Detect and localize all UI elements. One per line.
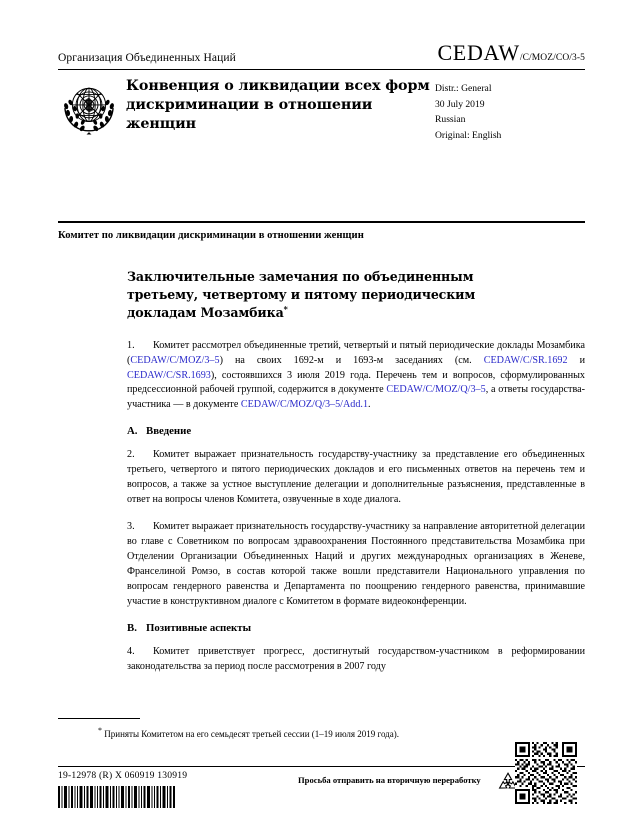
paragraph-4-text: Комитет приветствует прогресс, достигнутый государством-участником в реформировании законодательства за период после рассмотрения в 2007 году	[127, 646, 585, 673]
masthead-divider	[58, 69, 585, 70]
distribution-block	[435, 77, 585, 143]
p1-seg4: ), состоявшихся 3 июля 2019 года. Перечень тем и вопросов, сформулированных предсессионной рабочей группой, содержится в документе	[127, 369, 585, 396]
barcode	[58, 786, 176, 808]
link-cedaw-moz-q-3-5[interactable]: CEDAW/C/MOZ/Q/3–5	[386, 384, 486, 396]
page-title-text: Заключительные замечания по объединенным третьему, четвертому и пятому периодическим докладам Мозамбика	[127, 269, 476, 321]
distr-original: Original: English	[435, 129, 502, 141]
symbol-suffix: /C/MOZ/CO/3-5	[519, 53, 585, 63]
p1-seg2: ) на своих 1692-м и 1693-м заседаниях (см.	[219, 354, 484, 366]
link-cedaw-sr-1693[interactable]: CEDAW/C/SR.1693	[127, 369, 211, 381]
link-cedaw-sr-1692[interactable]: CEDAW/C/SR.1692	[483, 354, 568, 366]
paragraph-2-text: Комитет выражает признательность государству-участнику за представление его объединенных третьего, четвертого и пятого периодических докладов и его письменных ответов на перечень тем и вопросов, а также за устное выступление делегации и дополнительные разъяснения, представленные в ответ на вопросы членов Комитета, озвученные в ходе диалога.	[127, 449, 585, 506]
distr-language: Russian	[435, 114, 466, 126]
p1-seg6: .	[368, 399, 371, 411]
job-number: 19-12978 (R) X 060919 130919	[58, 770, 188, 781]
paragraph-3-text: Комитет выражает признательность государству-участнику за направление авторитетной делегации во главе с Советником по вопросам здравоохранения Постоянного представительства Мозамбика при Отделении Организации Объединенных Наций и других международных организациях в Женеве, Франселиной Ромэо, в состав которой также вошли представители Национального управления по вопросам гендерного равенства и Департамента по поощрению гендерного равенства, принимавшие участие в конструктивном диалоге с Комитетом в формате видеоконференции.	[127, 521, 585, 608]
section-heading-positive-aspects	[127, 622, 585, 634]
footnote-text: Приняты Комитетом на его семьдесят третьей сессии (1–19 июля 2019 года).	[104, 729, 400, 739]
paragraph-number: 4.	[127, 646, 135, 658]
paragraph-2	[127, 448, 585, 508]
footnote	[58, 725, 518, 741]
paragraph-3	[127, 520, 585, 610]
p1-seg3: и	[567, 354, 585, 366]
page-title	[127, 268, 527, 323]
recycle-note: Просьба отправить на вторичную переработку	[298, 775, 481, 785]
organization-name: Организация Объединенных Наций	[58, 52, 236, 64]
distr-line: Distr.: General	[435, 83, 492, 94]
convention-title: Конвенция о ликвидации всех форм дискриминации в отношении женщин	[126, 78, 430, 132]
p1-seg1: Комитет рассмотрел объединенные третий, четвертый и пятый периодические доклады Мозамбика (	[127, 339, 585, 366]
footer-divider	[58, 766, 585, 767]
paragraph-1	[127, 339, 585, 414]
paragraph-4	[127, 645, 585, 675]
document-symbol	[437, 40, 585, 67]
emblem-row	[58, 77, 585, 143]
link-cedaw-moz-3-5[interactable]: CEDAW/C/MOZ/3–5	[130, 354, 220, 366]
qr-code	[515, 742, 577, 804]
p1-seg5: , а ответы государства-участника — в документе	[127, 384, 585, 411]
title-footnote-marker: *	[283, 304, 288, 315]
paragraph-number: 2.	[127, 449, 135, 461]
un-emblem	[58, 79, 120, 137]
section-letter: A.	[127, 425, 138, 438]
masthead	[58, 40, 585, 143]
section-title: Позитивные аспекты	[146, 622, 252, 635]
organization-row	[58, 40, 585, 67]
document-body	[127, 268, 585, 687]
section-divider	[58, 221, 585, 223]
paragraph-number: 1.	[127, 339, 135, 351]
section-title: Введение	[146, 425, 192, 438]
link-cedaw-moz-q-3-5-add1[interactable]: CEDAW/C/MOZ/Q/3–5/Add.1	[240, 399, 369, 411]
symbol-main: CEDAW	[437, 40, 520, 65]
section-heading-introduction	[127, 425, 585, 437]
footnote-divider	[58, 718, 140, 719]
paragraph-number: 3.	[127, 521, 135, 533]
footnote-marker: *	[98, 726, 102, 735]
footnote-block	[58, 718, 518, 741]
committee-name: Комитет по ликвидации дискриминации в отношении женщин	[58, 230, 364, 241]
distr-date: 30 July 2019	[435, 98, 485, 110]
section-letter: B.	[127, 622, 137, 635]
